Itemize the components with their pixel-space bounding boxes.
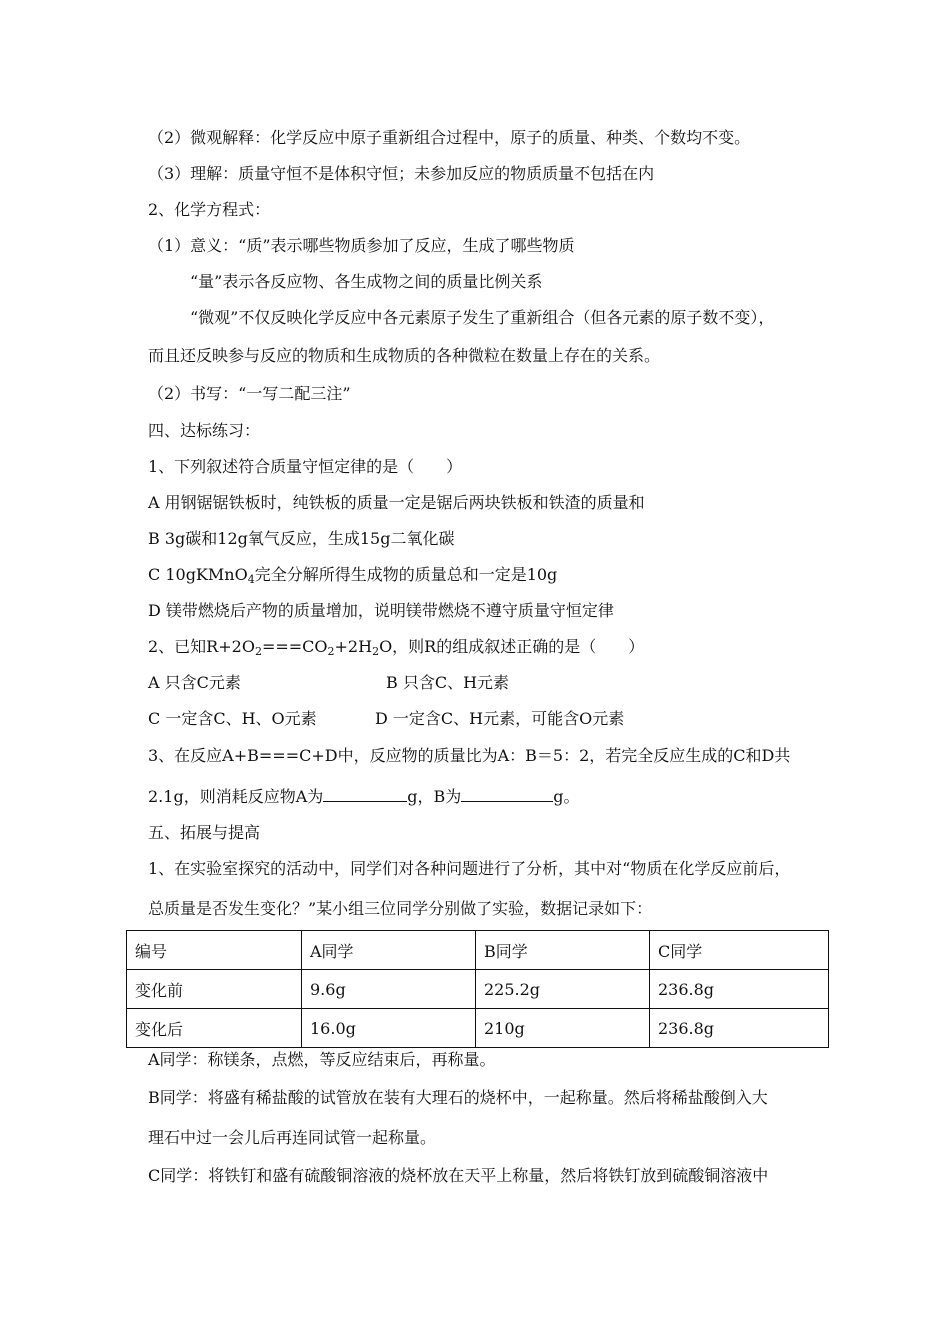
table-cell: 变化后: [127, 1009, 302, 1048]
equation-part: O，则R的组成叙述正确的是（ ）: [379, 637, 645, 656]
question-1-option-b: B 3g碳和12g氧气反应，生成15g二氧化碳: [148, 529, 455, 548]
question-3-line-1: 3、在反应A+B===C+D中，反应物的质量比为A：B＝5：2，若完全反应生成的C和D共: [148, 746, 791, 765]
paragraph-micro: “微观”不仅反映化学反应中各元素原子发生了重新组合（但各元素的原子数不变），: [190, 308, 775, 327]
table-cell: 236.8g: [650, 970, 829, 1009]
question-2-option-c: C 一定含C、H、O元素: [148, 709, 317, 728]
question-1-option-d: D 镁带燃烧后产物的质量增加，说明镁带燃烧不遵守质量守恒定律: [148, 601, 614, 620]
equation-part: +2H: [334, 637, 373, 656]
note-student-a: A同学：称镁条，点燃，等反应结束后，再称量。: [148, 1050, 496, 1069]
table-header-cell: C同学: [650, 931, 829, 970]
question-3-text: 2.1g，则消耗反应物A为: [148, 787, 324, 806]
paragraph-meaning: （1）意义：“质”表示哪些物质参加了反应，生成了哪些物质: [148, 236, 575, 255]
table-header-cell: B同学: [476, 931, 650, 970]
answer-blank-b[interactable]: [461, 785, 553, 802]
option-c-text: C 10gKMnO: [148, 565, 248, 584]
equation-part: 2、已知R+2O: [148, 637, 255, 656]
table-cell: 236.8g: [650, 1009, 829, 1048]
question-2-option-a: A 只含C元素: [148, 673, 241, 692]
subscript: 2: [327, 645, 335, 658]
data-table: [126, 930, 829, 1048]
question-3-text: g，B为: [407, 787, 462, 806]
question-1-option-c: [148, 564, 557, 586]
paragraph-writing: （2）书写：“一写二配三注”: [148, 384, 351, 403]
paragraph-micro-explanation: （2）微观解释：化学反应中原子重新组合过程中，原子的质量、种类、个数均不变。: [148, 128, 751, 147]
equation-part: ===CO: [261, 637, 328, 656]
table-cell: 9.6g: [302, 970, 476, 1009]
subscript: 2: [372, 645, 380, 658]
table-row: [127, 1009, 829, 1048]
subscript: 2: [254, 645, 262, 658]
table-header-row: [127, 931, 829, 970]
table-row: [127, 970, 829, 1009]
table-header-cell: 编号: [127, 931, 302, 970]
note-student-c-line-1: C同学：将铁钉和盛有硫酸铜溶液的烧杯放在天平上称量，然后将铁钉放到硫酸铜溶液中: [148, 1166, 769, 1185]
extension-question-line-1: 1、在实验室探究的活动中，同学们对各种问题进行了分析，其中对“物质在化学反应前后，: [148, 859, 791, 878]
section-heading-equation: 2、化学方程式：: [148, 200, 271, 219]
question-2-option-b: B 只含C、H元素: [386, 673, 510, 692]
extension-question-line-2: 总质量是否发生变化？”某小组三位同学分别做了实验，数据记录如下：: [148, 899, 653, 918]
section-title-practice: 四、达标练习：: [148, 421, 261, 440]
table-cell: 225.2g: [476, 970, 650, 1009]
option-c-text-cont: 完全分解所得生成物的质量总和一定是10g: [254, 565, 558, 584]
question-2-stem: [148, 636, 644, 658]
table-cell: 变化前: [127, 970, 302, 1009]
paragraph-quantity: “量”表示各反应物、各生成物之间的质量比例关系: [190, 272, 543, 291]
question-1-option-a: A 用钢锯锯铁板时，纯铁板的质量一定是锯后两块铁板和铁渣的质量和: [148, 493, 645, 512]
question-3-text: g。: [553, 787, 580, 806]
table-cell: 16.0g: [302, 1009, 476, 1048]
question-1-stem: 1、下列叙述符合质量守恒定律的是（ ）: [148, 457, 463, 476]
table-cell: 210g: [476, 1009, 650, 1048]
note-student-b-line-2: 理石中过一会儿后再连同试管一起称量。: [148, 1128, 437, 1147]
table-header-cell: A同学: [302, 931, 476, 970]
paragraph-micro-cont: 而且还反映参与反应的物质和生成物质的各种微粒在数量上存在的关系。: [148, 346, 661, 365]
question-3-line-2: [148, 785, 580, 808]
section-title-extension: 五、拓展与提高: [148, 823, 261, 842]
subscript: 4: [247, 573, 255, 586]
note-student-b-line-1: B同学：将盛有稀盐酸的试管放在装有大理石的烧杯中，一起称量。然后将稀盐酸倒入大: [148, 1088, 768, 1107]
question-2-option-d: D 一定含C、H元素，可能含O元素: [375, 709, 625, 728]
answer-blank-a[interactable]: [323, 785, 407, 802]
paragraph-understanding: （3）理解：质量守恒不是体积守恒；未参加反应的物质质量不包括在内: [148, 164, 655, 183]
